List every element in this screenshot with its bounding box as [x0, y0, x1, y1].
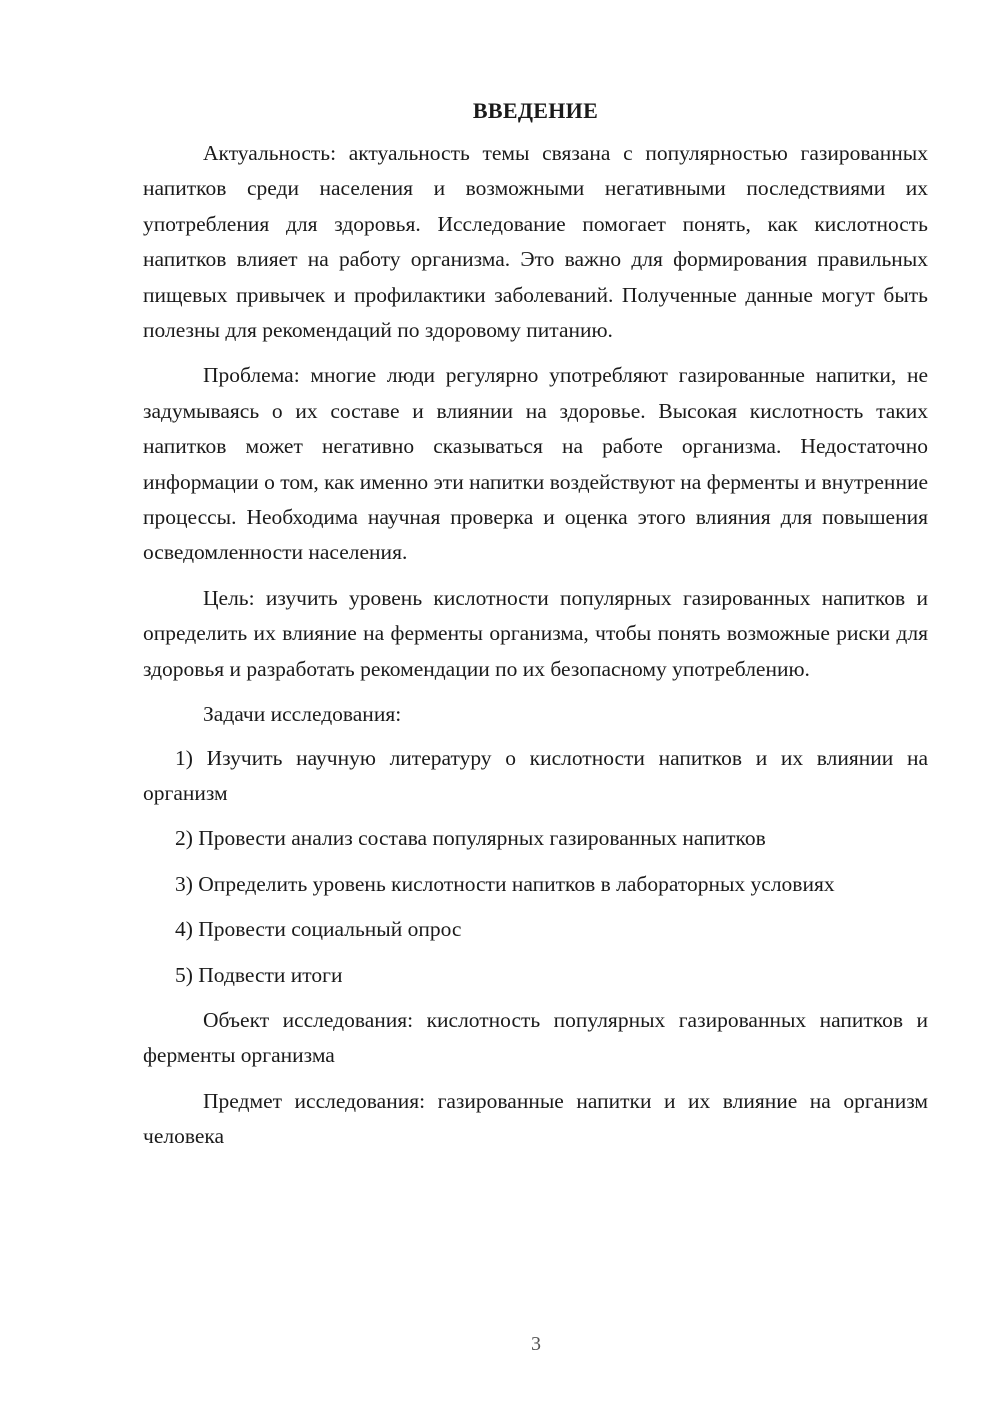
- page-title: ВВЕДЕНИЕ: [472, 98, 599, 123]
- list-item: 2) Провести анализ состава популярных газированных напитков: [175, 826, 766, 851]
- problem-paragraph: Проблема: многие люди регулярно употребляют газированные напитки, не задумываясь о их составе и влиянии на здоровье. Высокая кислотность таких напитков может негативно сказываться на работе организма. Недостаточно информации о том, как именно эти напитки воздействуют на ферменты и внутренние процессы. Необходима научная проверка и оценка этого влияния для повышения осведомленности населения.: [143, 363, 928, 565]
- relevance-paragraph: Актуальность: актуальность темы связана с популярностью газированных напитков среди населения и возможными негативными последствиями их употребления для здоровья. Исследование помогает понять, как кислотность напитков влияет на работу организма. Это важно для формирования правильных пищевых привычек и профилактики заболеваний. Полученные данные могут быть полезны для рекомендаций по здоровому питанию.: [143, 141, 928, 343]
- list-item: 4) Провести социальный опрос: [175, 917, 462, 942]
- goal-paragraph: Цель: изучить уровень кислотности популярных газированных напитков и определить их влияние на ферменты организма, чтобы понять возможные риски для здоровья и разработать рекомендации по их безопасному употреблению.: [143, 585, 928, 681]
- page-number: 3: [531, 1333, 541, 1355]
- list-item: 1) Изучить научную литературу о кислотности напитков и их влиянии на организм: [143, 745, 928, 805]
- tasks-list: [143, 741, 928, 993]
- tasks-heading: Задачи исследования:: [203, 702, 402, 727]
- list-item: 5) Подвести итоги: [175, 962, 343, 987]
- object-paragraph: Объект исследования: кислотность популярных газированных напитков и ферменты организма: [143, 1007, 928, 1068]
- list-item: 3) Определить уровень кислотности напитков в лабораторных условиях: [175, 871, 835, 896]
- subject-paragraph: Предмет исследования: газированные напитки и их влияние на организм человека: [143, 1088, 928, 1149]
- document-page: [143, 96, 928, 1165]
